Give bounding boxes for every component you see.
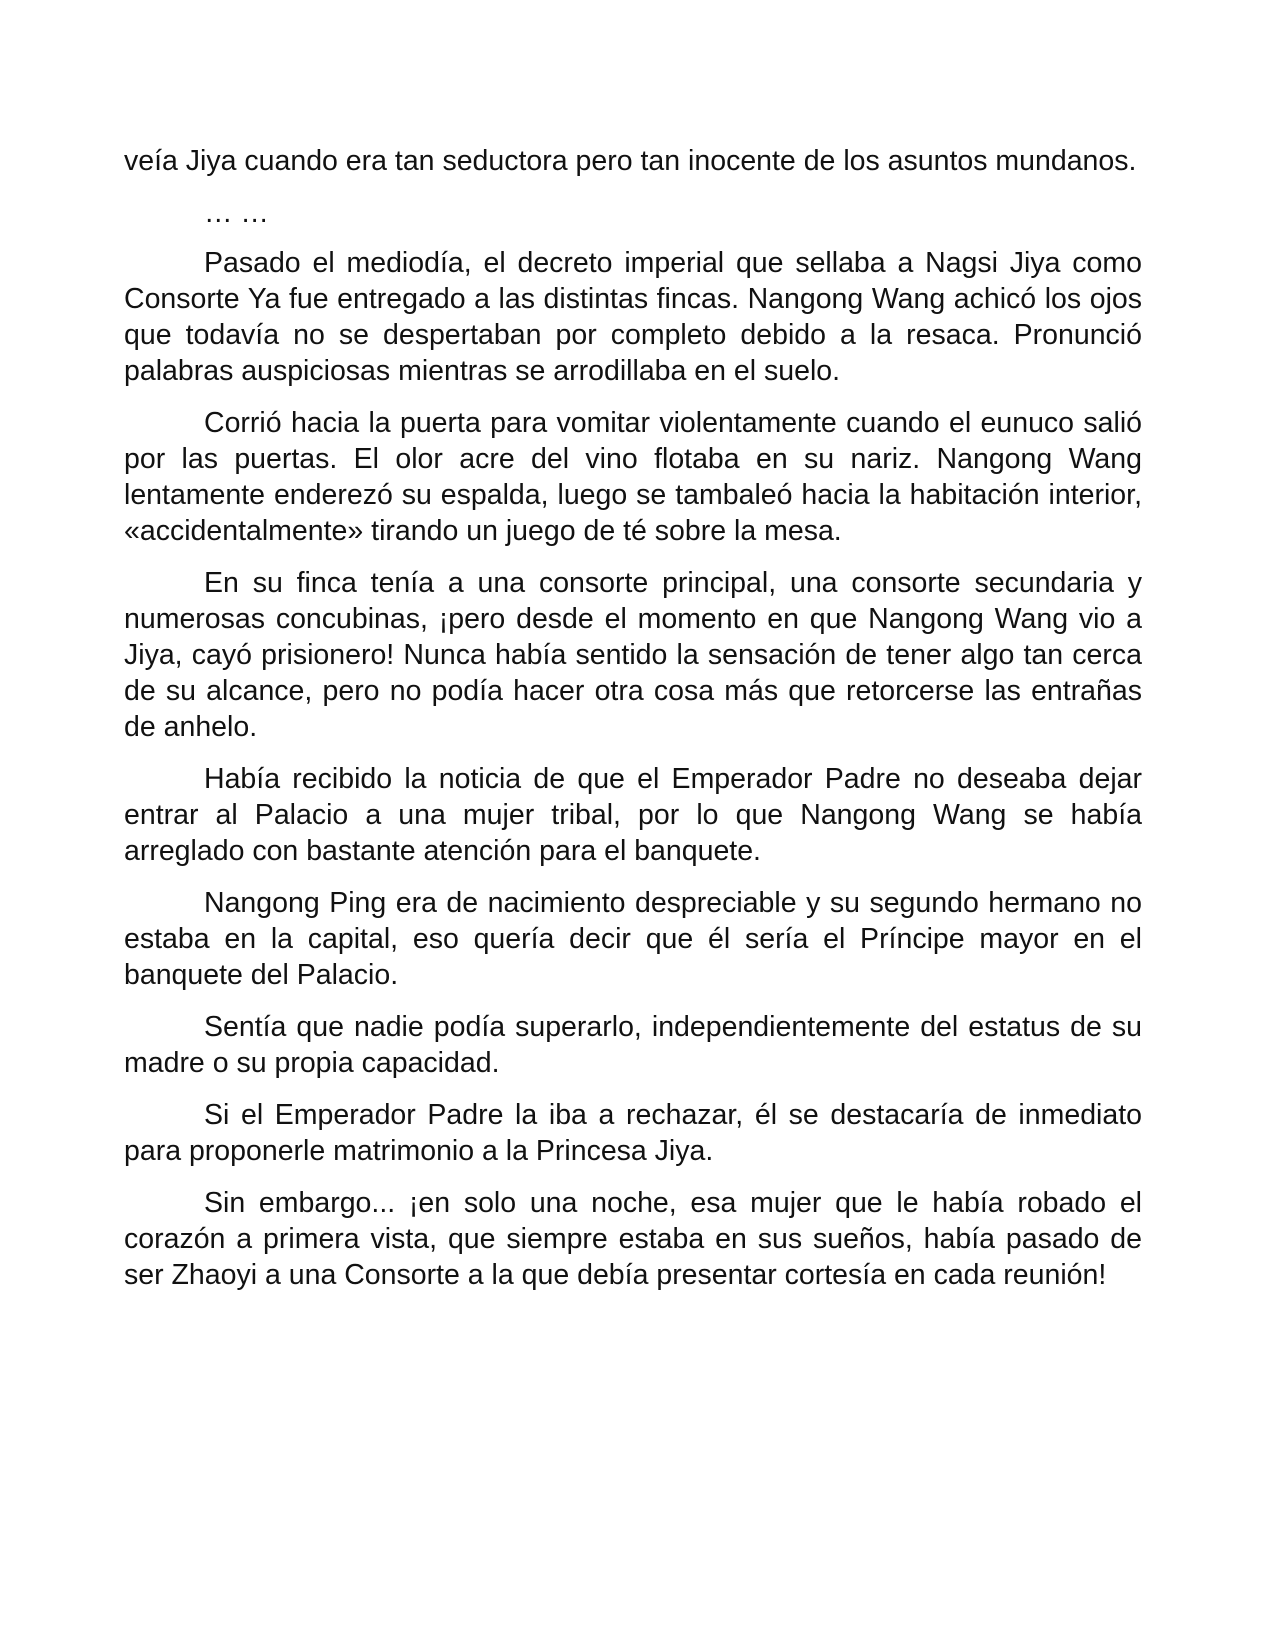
scene-separator: … … <box>204 197 269 229</box>
paragraph: Corrió hacia la puerta para vomitar violentamente cuando el eunuco salió por las puertas. El olor acre del vino flotaba en su nariz. Nangong Wang lentamente enderezó su espalda, luego se tambaleó hacia la habitación interior, «accidentalmente» tirando un juego de té sobre la mesa. <box>124 407 1142 547</box>
paragraph: Sentía que nadie podía superarlo, independientemente del estatus de su madre o su propia capacidad. <box>124 1011 1142 1079</box>
paragraph: Había recibido la noticia de que el Emperador Padre no deseaba dejar entrar al Palacio a una mujer tribal, por lo que Nangong Wang se había arreglado con bastante atención para el banquete. <box>124 763 1142 867</box>
paragraph-continuation: veía Jiya cuando era tan seductora pero tan inocente de los asuntos mundanos. <box>124 145 1137 177</box>
paragraph: Pasado el mediodía, el decreto imperial que sellaba a Nagsi Jiya como Consorte Ya fue entregado a las distintas fincas. Nangong Wang achicó los ojos que todavía no se despertaban por completo debido a la resaca. Pronunció palabras auspiciosas mientras se arrodillaba en el suelo. <box>124 247 1142 387</box>
paragraph: Si el Emperador Padre la iba a rechazar, él se destacaría de inmediato para proponerle matrimonio a la Princesa Jiya. <box>124 1099 1142 1167</box>
paragraph: Sin embargo... ¡en solo una noche, esa mujer que le había robado el corazón a primera vista, que siempre estaba en sus sueños, había pasado de ser Zhaoyi a una Consorte a la que debía presentar cortesía en cada reunión! <box>124 1187 1142 1291</box>
document-body <box>124 143 1142 1309</box>
paragraph: En su finca tenía a una consorte principal, una consorte secundaria y numerosas concubinas, ¡pero desde el momento en que Nangong Wang vio a Jiya, cayó prisionero! Nunca había sentido la sensación de tener algo tan cerca de su alcance, pero no podía hacer otra cosa más que retorcerse las entrañas de anhelo. <box>124 567 1142 743</box>
paragraph: Nangong Ping era de nacimiento despreciable y su segundo hermano no estaba en la capital, eso quería decir que él sería el Príncipe mayor en el banquete del Palacio. <box>124 887 1142 991</box>
